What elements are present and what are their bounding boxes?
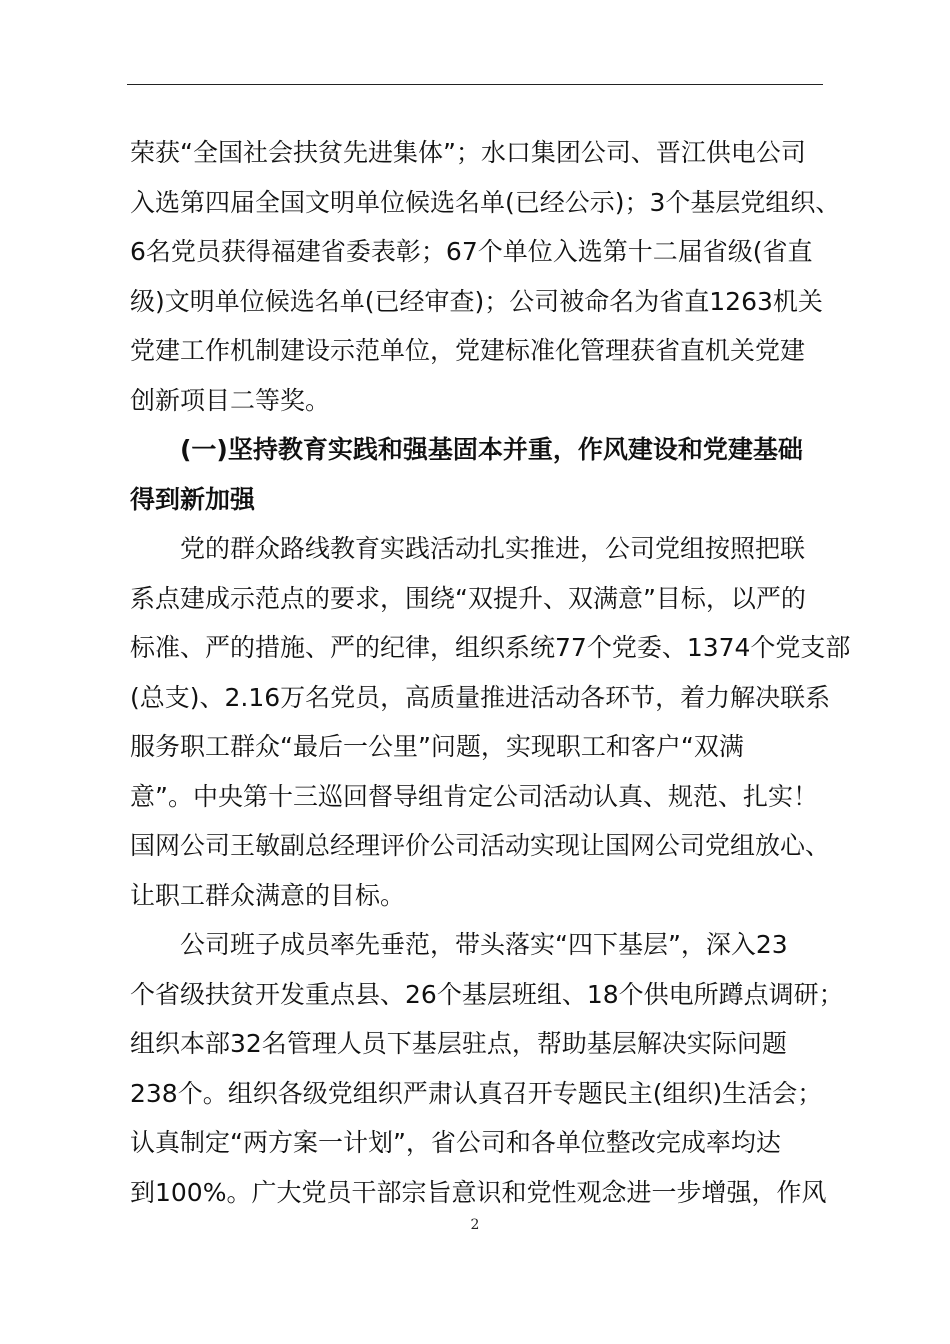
page-number: 2 [470, 1217, 480, 1233]
text-line: 服务职工群众“最后一公里”问题，实现职工和客户“双满 [130, 732, 744, 761]
header-rule [127, 84, 823, 85]
text-line: 认真制定“两方案一计划”，省公司和各单位整改完成率均达 [130, 1128, 781, 1157]
heading-line: (一)坚持教育实践和强基固本并重，作风建设和党建基础 [130, 435, 803, 464]
text-line: 创新项目二等奖。 [130, 385, 331, 415]
text-line: 系点建成示范点的要求，围绕“双提升、双满意”目标，以严的 [130, 583, 806, 613]
text-line: 党的群众路线教育实践活动扎实推进，公司党组按照把联 [130, 534, 806, 563]
text-line: (总支)、2.16万名党员，高质量推进活动各环节，着力解决联系 [130, 682, 831, 712]
paragraph-leadership [130, 920, 844, 1217]
text-line: 国网公司王敏副总经理评价公司活动实现让国网公司党组放心、 [130, 831, 831, 860]
text-line: 入选第四届全国文明单位候选名单(已经公示)；3个基层党组织、 [130, 187, 841, 217]
text-line: 238个。组织各级党组织严肃认真召开专题民主(组织)生活会； [130, 1078, 823, 1108]
text-line: 级)文明单位候选名单(已经审查)；公司被命名为省直1263机关 [130, 286, 823, 316]
text-line: 公司班子成员率先垂范，带头落实“四下基层”，深入23 [130, 930, 788, 959]
text-line: 标准、严的措施、严的纪律，组织系统77个党委、1374个党支部 [130, 633, 851, 662]
text-line: 个省级扶贫开发重点县、26个基层班组、18个供电所蹲点调研； [130, 979, 844, 1009]
text-line: 让职工群众满意的目标。 [130, 880, 406, 910]
section-heading [130, 425, 827, 524]
text-line: 党建工作机制建设示范单位，党建标准化管理获省直机关党建 [130, 336, 806, 365]
paragraph-education-practice [130, 524, 851, 920]
text-line: 意”。中央第十三巡回督导组肯定公司活动认真、规范、扎实！ [130, 781, 818, 811]
text-line: 荣获“全国社会扶贫先进集体”；水口集团公司、晋江供电公司 [130, 138, 806, 167]
paragraph-awards [130, 128, 841, 425]
text-line: 到100%。广大党员干部宗旨意识和党性观念进一步增强，作风 [130, 1177, 827, 1207]
text-line: 6名党员获得福建省委表彰；67个单位入选第十二届省级(省直 [130, 237, 813, 266]
heading-line: 得到新加强 [130, 484, 256, 514]
text-line: 组织本部32名管理人员下基层驻点，帮助基层解决实际问题 [130, 1029, 787, 1058]
body-text [130, 128, 851, 1217]
